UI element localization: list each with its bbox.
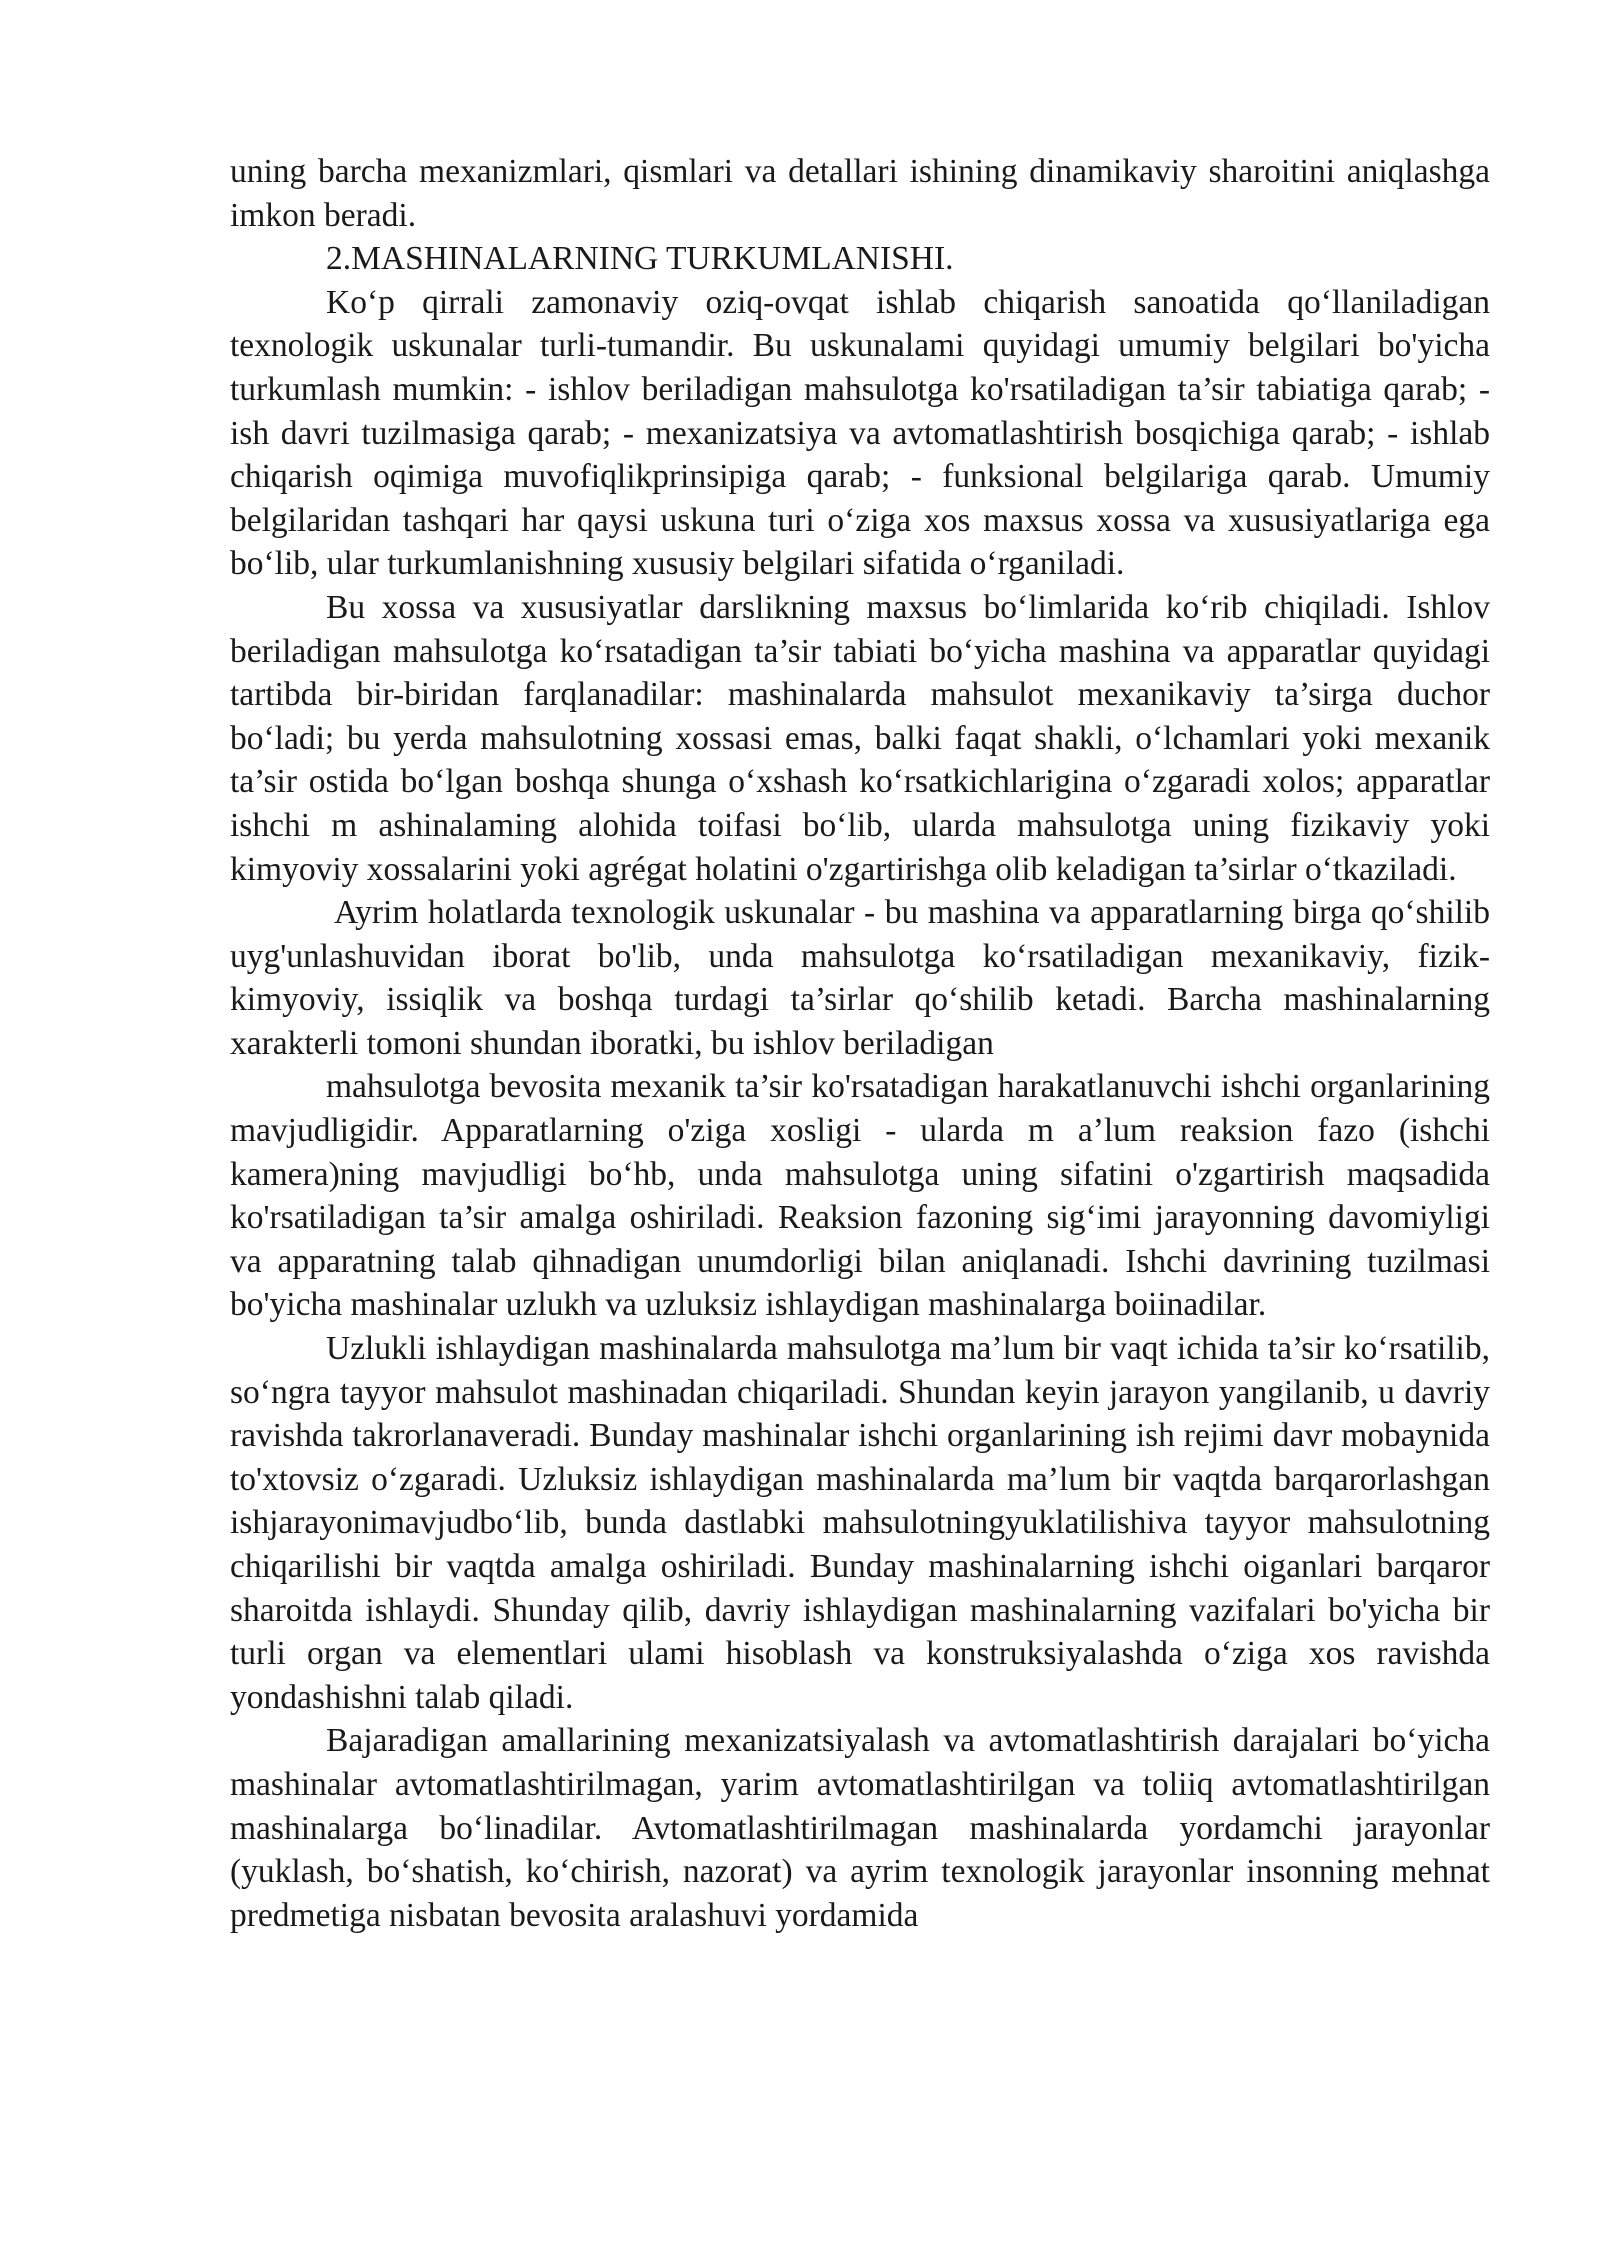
paragraph-properties: Bu xossa va xususiyatlar darslikning maxsus bo‘limlarida ko‘rib chiqiladi. Ishlov beriladigan mahsulotga ko‘rsatadigan ta’sir tabiati bo‘yicha mashina va apparatlar quyidagi tartibda bir-biridan farqlanadilar: mashinalarda mahsulot mexanikaviy ta’sirga duchor bo‘ladi; bu yerda mahsulotning xossasi emas, balki faqat shakli, o‘lchamlari yoki mexanik ta’sir ostida bo‘lgan boshqa shunga o‘xshash ko‘rsatkichlarigina o‘zgaradi xolos; apparatlar ishchi m ashinalaming alohida toifasi bo‘lib, ularda mahsulotga uning fizikaviy yoki kimyoviy xossalarini yoki agrégat holatini o'zgartirishga olib keladigan ta’sirlar o‘tkaziladi. — [230, 588, 1490, 888]
paragraph-classification: Ko‘p qirrali zamonaviy oziq-ovqat ishlab chiqarish sanoatida qo‘llaniladigan texnologik uskunalar turli-tumandir. Bu uskunalami quyidagi umumiy belgilari bo'yicha turkumlash mumkin: - ishlov beriladigan mahsulotga ko'rsatiladigan ta’sir tabiatiga qarab; - ish davri tuzilmasiga qarab; - mexanizatsiya va avtomatlashtirish bosqichiga qarab; - ishlab chiqarish oqimiga muvofiqlikprinsipiga qarab; - funksional belgilariga qarab. Umumiy belgilaridan tashqari har qaysi uskuna turi o‘ziga xos maxsus xossa va xususiyatlariga ega bo‘lib, ular turkumlanishning xususiy belgilari sifatida o‘rganiladi. — [230, 283, 1490, 583]
paragraph-combined-equipment: Ayrim holatlarda texnologik uskunalar - bu mashina va apparatlarning birga qo‘shilib uyg'unlashuvidan iborat bo'lib, unda mahsulotga ko‘rsatiladigan mexanikaviy, fizik-kimyoviy, issiqlik va boshqa turdagi ta’sirlar qo‘shilib ketadi. Barcha mashinalarning xarakterli tomoni shundan iboratki, bu ishlov beriladigan — [230, 894, 1490, 1062]
paragraph-working-organs: mahsulotga bevosita mexanik ta’sir ko'rsatadigan harakatlanuvchi ishchi organlarining mavjudligidir. Apparatlarning o'ziga xosligi - ularda m a’lum reaksion fazo (ishchi kamera)ning mavjudligi bo‘hb, unda mahsulotga uning sifatini o'zgartirish maqsadida ko'rsatiladigan ta’sir amalga oshiriladi. Reaksion fazoning sig‘imi jarayonning davomiyligi va apparatning talab qihnadigan unumdorligi bilan aniqlanadi. Ishchi davrining tuzilmasi bo'yicha mashinalar uzlukh va uzluksiz ishlaydigan mashinalarga boiinadilar. — [230, 1068, 1490, 1324]
document-page — [230, 150, 1490, 1937]
paragraph-automation-levels: Bajaradigan amallarining mexanizatsiyalash va avtomatlashtirish darajalari bo‘yicha mashinalar avtomatlashtirilmagan, yarim avtomatlashtirilgan va toliiq avtomatlashtirilgan mashinalarga bo‘linadilar. Avtomatlashtirilmagan mashinalarda yordamchi jarayonlar (yuklash, bo‘shatish, ko‘chirish, nazorat) va ayrim texnologik jarayonlar insonning mehnat predmetiga nisbatan bevosita aralashuvi yordamida — [230, 1722, 1490, 1934]
paragraph-intermittent-machines: Uzlukli ishlaydigan mashinalarda mahsulotga ma’lum bir vaqt ichida ta’sir ko‘rsatilib, so‘ngra tayyor mahsulot mashinadan chiqariladi. Shundan keyin jarayon yangilanib, u davriy ravishda takrorlanaveradi. Bunday mashinalar ishchi organlarining ish rejimi davr mobaynida to'xtovsiz o‘zgaradi. Uzluksiz ishlaydigan mashinalarda ma’lum bir vaqtda barqarorlashgan ishjarayonimavjudbo‘lib, bunda dastlabki mahsulotningyuklatilishiva tayyor mahsulotning chiqarilishi bir vaqtda amalga oshiriladi. Bunday mashinalarning ishchi oiganlari barqaror sharoitda ishlaydi. Shunday qilib, davriy ishlaydigan mashinalarning vazifalari bo'yicha bir turli organ va elementlari ulami hisoblash va konstruksiyalashda o‘ziga xos ravishda yondashishni talab qiladi. — [230, 1330, 1490, 1716]
paragraph-continuation: uning barcha mexanizmlari, qismlari va detallari ishining dinamikaviy sharoitini aniqlashga imkon beradi. — [230, 153, 1490, 234]
section-heading: 2.MASHINALARNING TURKUMLANISHI. — [326, 240, 954, 278]
